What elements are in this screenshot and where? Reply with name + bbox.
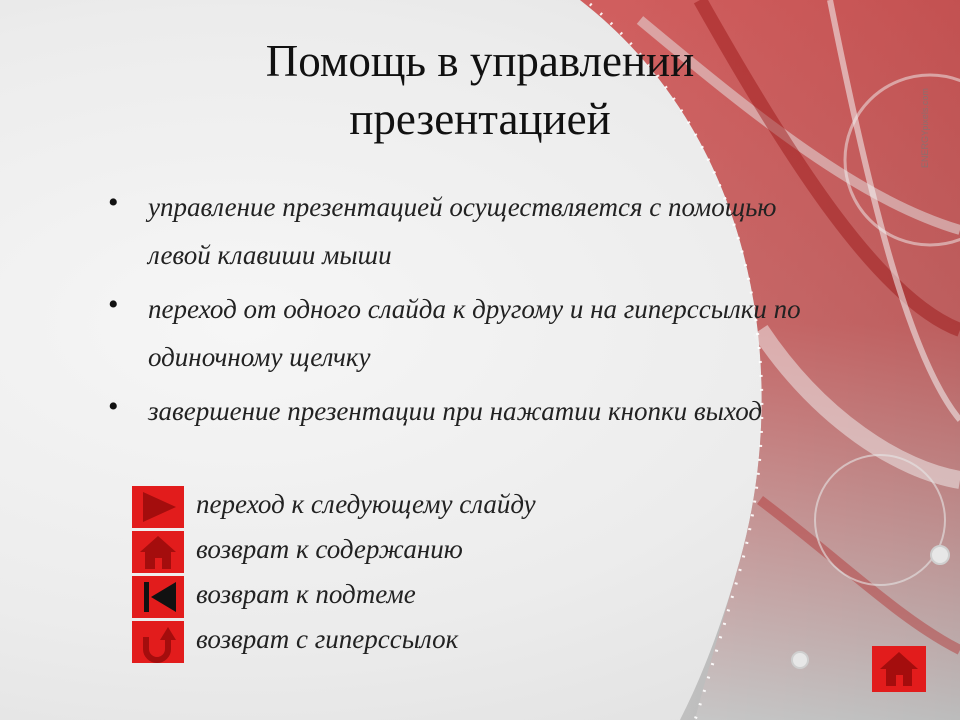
home-icon <box>132 531 184 573</box>
legend-row-next <box>132 484 692 529</box>
legend-row-contents <box>132 529 692 574</box>
title-line-2: презентацией <box>349 94 611 144</box>
contents-button[interactable] <box>132 531 184 573</box>
bullet-dot: • <box>108 186 119 219</box>
bullet-text: завершение презентации при нажатии кнопки выход <box>148 396 763 426</box>
bullet-item <box>108 387 808 435</box>
subtopic-button[interactable] <box>132 576 184 618</box>
bullet-dot: • <box>108 288 119 321</box>
legend-label-next: переход к следующему слайду <box>196 489 536 519</box>
slide-title <box>140 32 820 148</box>
legend-label-return: возврат с гиперссылок <box>196 624 459 654</box>
home-icon <box>872 646 926 692</box>
legend-row-return <box>132 619 692 664</box>
legend-label-subtopic: возврат к подтеме <box>196 579 416 609</box>
bullet-dot: • <box>108 390 119 423</box>
brand-watermark-text <box>918 40 932 170</box>
return-arrow-icon <box>132 621 184 663</box>
bullet-text: управление презентацией осуществляется с помощью левой клавиши мыши <box>148 192 777 270</box>
bullet-list <box>108 183 808 441</box>
return-button[interactable] <box>132 621 184 663</box>
bullet-text: переход от одного слайда к другому и на гиперссылки по одиночному щелчку <box>148 294 801 372</box>
legend-label-contents: возврат к содержанию <box>196 534 463 564</box>
legend-row-subtopic <box>132 574 692 619</box>
home-button[interactable] <box>872 646 926 692</box>
bullet-item <box>108 183 808 279</box>
bullet-item <box>108 285 808 381</box>
next-slide-button[interactable] <box>132 486 184 528</box>
navigation-legend <box>132 484 692 664</box>
title-line-1: Помощь в управлении <box>265 36 695 86</box>
brand-text: ENERGYpixels.com <box>920 88 930 168</box>
brand-watermark <box>918 40 932 170</box>
skip-back-icon <box>132 576 184 618</box>
play-triangle-icon <box>132 486 184 528</box>
